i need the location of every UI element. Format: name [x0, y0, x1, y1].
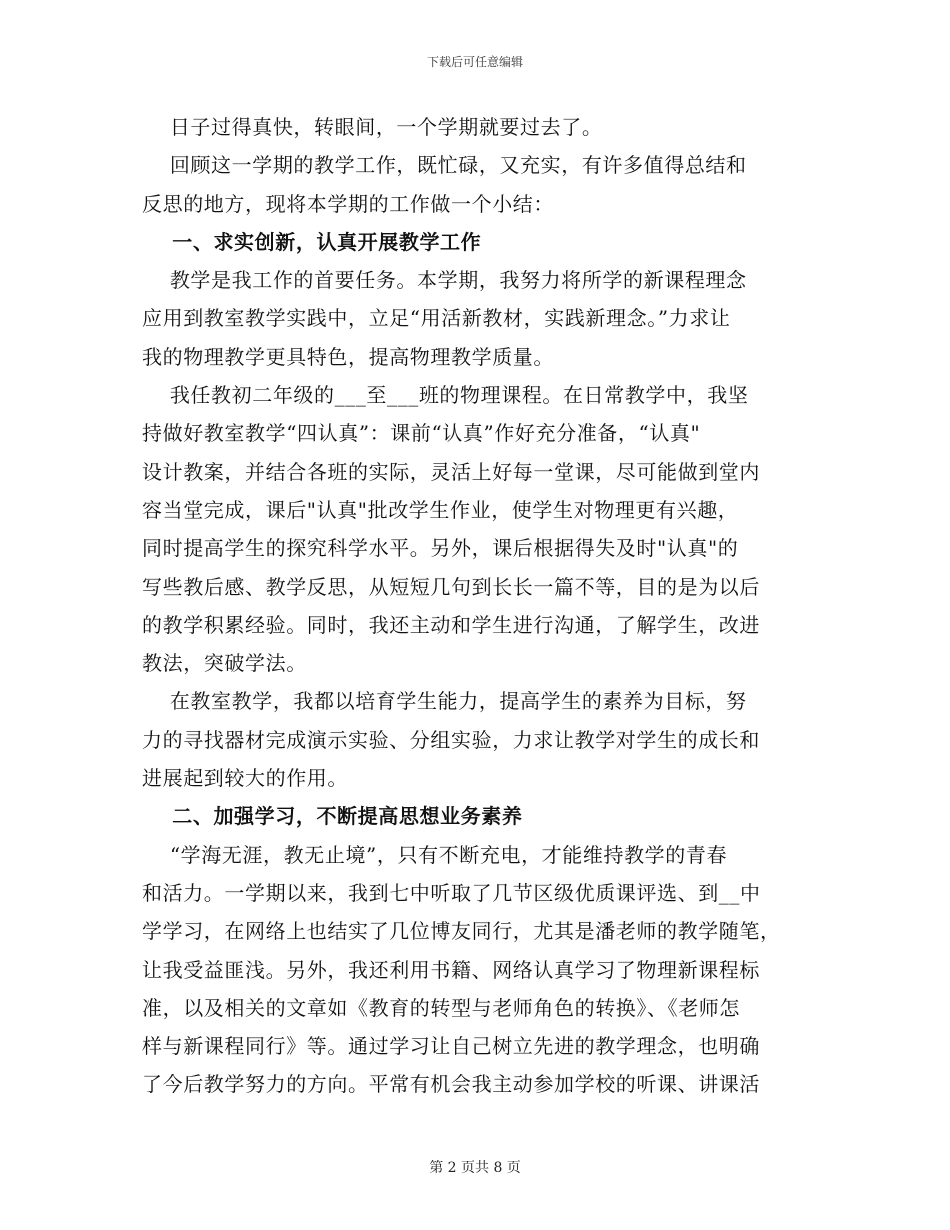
document-body: [142, 108, 808, 1104]
paragraph-line: 和活力。一学期以来，我到七中听取了几节区级优质课评选、到__中: [142, 880, 761, 905]
paragraph-line: 样与新课程同行》等。通过学习让自己树立先进的教学理念，也明确: [142, 1034, 760, 1059]
paragraph-line: “学海无涯，教无止境”，只有不断充电，才能维持教学的青春: [142, 842, 728, 867]
section-heading: 一、求实创新，认真开展教学工作: [142, 229, 482, 254]
paragraph-line: 的教学积累经验。同时，我还主动和学生进行沟通，了解学生，改进: [142, 612, 760, 637]
paragraph-line: 让我受益匪浅。另外，我还利用书籍、网络认真学习了物理新课程标: [142, 957, 760, 982]
paragraph-line: 学学习，在网络上也结实了几位博友同行，尤其是潘老师的教学随笔，: [142, 919, 781, 944]
paragraph-line: 应用到教室教学实践中，立足“用活新教材，实践新理念。”力求让: [142, 306, 731, 331]
paragraph-line: 容当堂完成，课后"认真"批改学生作业，使学生对物理更有兴趣，: [142, 497, 739, 522]
paragraph-line: 在教室教学，我都以培育学生能力，提高学生的素养为目标，努: [142, 689, 747, 714]
paragraph-line: 我的物理教学更具特色，提高物理教学质量。: [142, 344, 554, 369]
paragraph-line: 准，以及相关的文章如《教育的转型与老师角色的转换》、《老师怎: [142, 995, 740, 1020]
paragraph-line: 写些教后感、教学反思，从短短几句到长长一篇不等，目的是为以后: [142, 574, 760, 599]
paragraph-line: 反思的地方，现将本学期的工作做一个小结：: [142, 191, 554, 216]
paragraph-line: 了今后教学努力的方向。平常有机会我主动参加学校的听课、讲课活: [142, 1072, 760, 1097]
paragraph-line: 教学是我工作的首要任务。本学期，我努力将所学的新课程理念: [142, 268, 747, 293]
paragraph-line: 力的寻找器材完成演示实验、分组实验，力求让教学对学生的成长和: [142, 727, 760, 752]
paragraph-line: 日子过得真快，转眼间，一个学期就要过去了。: [142, 115, 603, 139]
paragraph-line: 进展起到较大的作用。: [142, 766, 348, 791]
paragraph-line: 持做好教室教学“四认真”：课前“认真”作好充分准备，“认真": [142, 421, 701, 446]
section-heading: 二、加强学习，不断提高思想业务素养: [142, 804, 523, 829]
page-header: 下载后可任意编辑: [426, 55, 523, 69]
page-number: 第 2 页共 8 页: [429, 1160, 521, 1176]
paragraph-line: 同时提高学生的探究科学水平。另外，课后根据得失及时"认真"的: [142, 536, 739, 561]
paragraph-line: 教法，突破学法。: [142, 651, 307, 676]
paragraph-line: 设计教案，并结合各班的实际，灵活上好每一堂课，尽可能做到堂内: [142, 459, 760, 484]
paragraph-line: 回顾这一学期的教学工作，既忙碌，又充实，有许多值得总结和: [142, 153, 747, 178]
paragraph-line: 我任教初二年级的___至___班的物理课程。在日常教学中，我坚: [142, 383, 749, 408]
